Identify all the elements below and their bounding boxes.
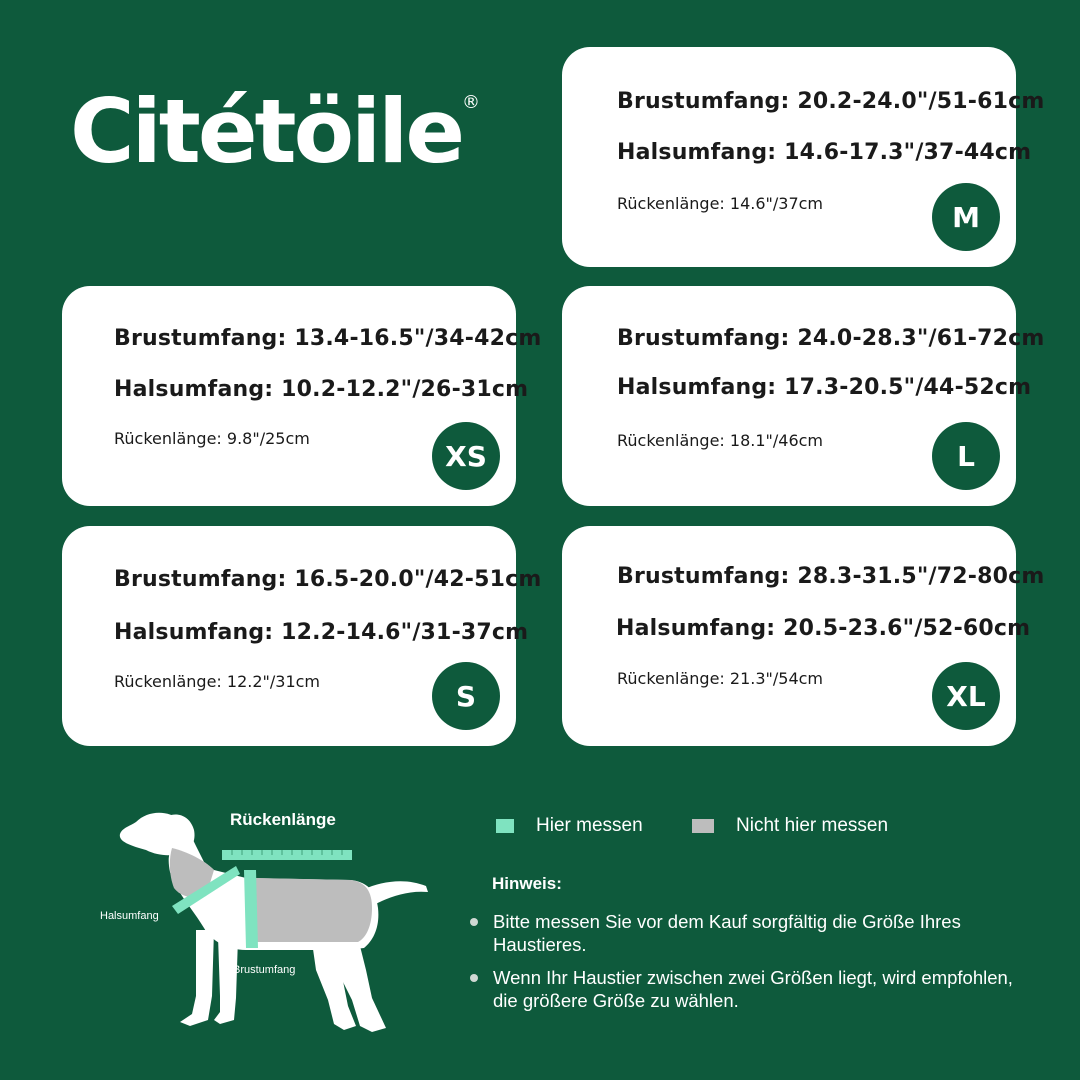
- chest-measure: Brustumfang: 24.0-28.3"/61-72cm: [617, 326, 1045, 351]
- chest-measure: Brustumfang: 16.5-20.0"/42-51cm: [114, 567, 542, 592]
- size-badge: XS: [432, 422, 500, 490]
- neck-measure: Halsumfang: 10.2-12.2"/26-31cm: [114, 377, 529, 402]
- note-title: Hinweis:: [492, 874, 562, 893]
- neck-measure: Halsumfang: 20.5-23.6"/52-60cm: [616, 616, 1031, 641]
- legend-measure-here: [496, 815, 643, 837]
- legend-measure-here-label: Hier messen: [536, 815, 643, 836]
- back-measure: Rückenlänge: 14.6"/37cm: [617, 194, 823, 213]
- registered-mark: ®: [462, 92, 481, 113]
- legend-not-here: [692, 815, 888, 837]
- note-text: Wenn Ihr Haustier zwischen zwei Größen liegt, wird empfohlen, die größere Größe zu wählen.: [493, 967, 1013, 1011]
- back-measure: Rückenlänge: 9.8"/25cm: [114, 429, 310, 448]
- size-card-s: [62, 526, 542, 746]
- size-card-m: [562, 47, 1045, 267]
- back-measure: Rückenlänge: 18.1"/46cm: [617, 431, 823, 450]
- neck-measure: Halsumfang: 12.2-14.6"/31-37cm: [114, 620, 529, 645]
- back-measure: Rückenlänge: 21.3"/54cm: [617, 669, 823, 688]
- back-length-label: Rückenlänge: [230, 810, 336, 829]
- size-badge: XL: [932, 662, 1000, 730]
- measure-tape-icon: [496, 819, 514, 833]
- bullet-icon: [470, 918, 478, 926]
- back-measure: Rückenlänge: 12.2"/31cm: [114, 672, 320, 691]
- note-item: [470, 910, 1030, 956]
- neck-measure: Halsumfang: 14.6-17.3"/37-44cm: [617, 140, 1032, 165]
- chest-measure: Brustumfang: 20.2-24.0"/51-61cm: [617, 89, 1045, 114]
- brand-logo: [70, 80, 481, 183]
- brand-name: Citétöile: [70, 80, 463, 183]
- grey-swatch-icon: [692, 819, 714, 833]
- dog-measurement-diagram: [96, 800, 436, 1040]
- chest-measure: Brustumfang: 28.3-31.5"/72-80cm: [617, 564, 1045, 589]
- neck-measure: Halsumfang: 17.3-20.5"/44-52cm: [617, 375, 1032, 400]
- note-text: Bitte messen Sie vor dem Kauf sorgfältig die Größe Ihres Haustieres.: [493, 911, 961, 955]
- size-badge: L: [932, 422, 1000, 490]
- size-card-l: [562, 286, 1045, 506]
- legend-not-here-label: Nicht hier messen: [736, 815, 889, 836]
- chest-measure: Brustumfang: 13.4-16.5"/34-42cm: [114, 326, 542, 351]
- chest-label: Brustumfang: [233, 964, 296, 976]
- note-item: [470, 966, 1030, 1012]
- size-badge: S: [432, 662, 500, 730]
- size-card-xs: [62, 286, 542, 506]
- size-card-xl: [562, 526, 1045, 746]
- bullet-icon: [470, 974, 478, 982]
- neck-label: Halsumfang: [100, 910, 159, 922]
- size-badge: M: [932, 183, 1000, 251]
